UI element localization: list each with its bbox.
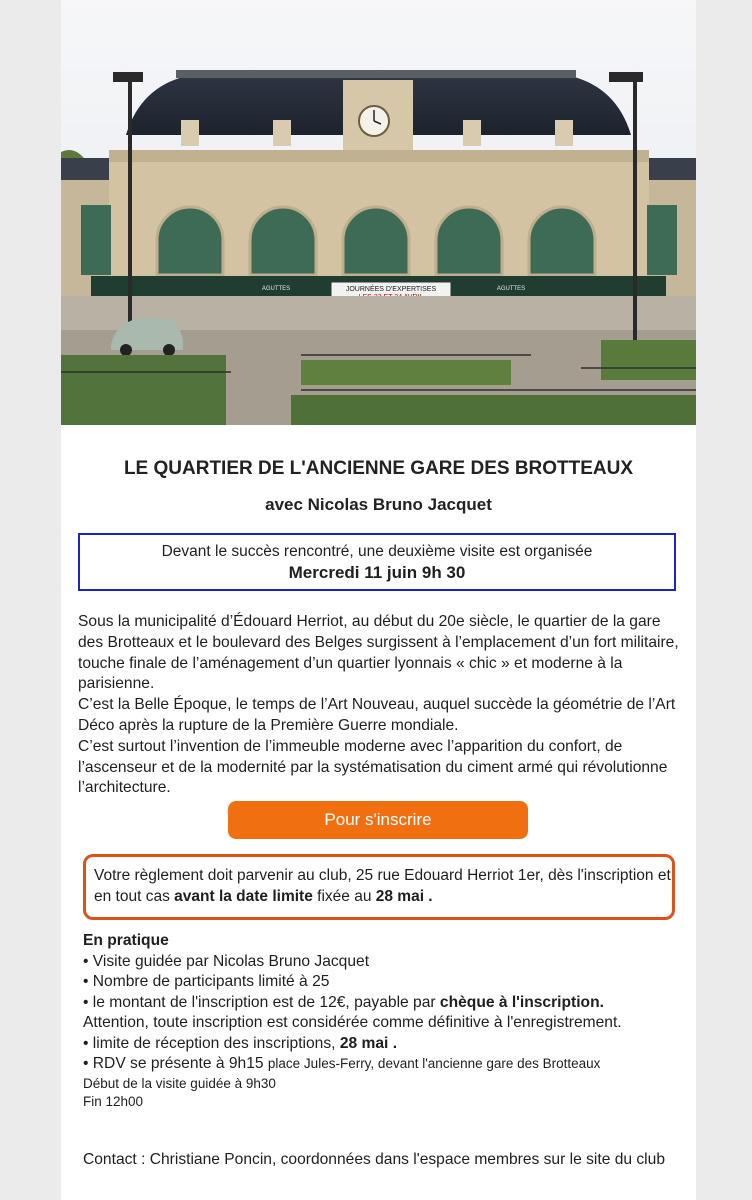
price-note: Attention, toute inscription est considérée comme définitive à l'enregistrement. [83,1014,622,1031]
notice-text: Devant le succès rencontré, une deuxième visite est organisée [161,543,593,560]
practical-item-meeting [83,1054,678,1075]
payment-notice [83,854,675,920]
sign-right: AGUTTES [496,286,526,292]
payment-text-2: fixée au [312,888,376,905]
price-payment-method: chèque à l'inscription. [439,993,604,1011]
contact-info: Contact : Christiane Poncin, coordonnées dans l'espace membres sur le site du club [83,1151,665,1168]
practical-item-deadline [83,1034,678,1055]
email-page [61,0,696,1200]
practical-item-guide: • Visite guidée par Nicolas Bruno Jacquet [83,952,370,970]
second-visit-notice [78,533,676,591]
banner-line-1: JOURNÉES D'EXPERTISES [345,286,437,293]
register-button[interactable]: Pour s'inscrire [228,801,528,839]
payment-deadline-date: 28 mai . [375,888,433,905]
hero-photo [61,0,696,425]
sign-left: AGUTTES [261,286,291,292]
practical-heading: En pratique [83,932,169,949]
payment-text-1: Votre règlement doit parvenir au club, 25 rue Edouard Herriot 1er, dès l'inscription et en tout cas [94,867,671,905]
practical-item-price [83,993,678,1014]
price-text: • le montant de l'inscription est de 12€, payable par [83,993,440,1011]
notice-date: Mercredi 11 juin 9h 30 [288,563,466,582]
station-photo [61,0,696,425]
deadline-text: • limite de réception des inscriptions, [83,1034,340,1052]
visit-end: Fin 12h00 [83,1093,144,1109]
payment-deadline-label: avant la date limite [174,888,313,905]
practical-info [83,931,678,1111]
description-paragraph-2: C’est la Belle Époque, le temps de l’Art Nouveau, auquel succède la géométrie de l’Art Déco après la rupture de la Première Guerre mondiale. [78,696,676,734]
deadline-date: 28 mai . [339,1034,398,1052]
guide-subtitle: avec Nicolas Bruno Jacquet [265,495,492,514]
description-paragraph-3: C’est surtout l’invention de l’immeuble moderne avec l’apparition du confort, de l’ascenseur et de la modernité par la systématisation du ciment armé qui révolutionne l’architecture. [78,737,668,797]
description-paragraph-1: Sous la municipalité d’Édouard Herriot, au début du 20e siècle, le quartier de la gare des Brotteaux et le boulevard des Belges surgissent à l’emplacement d’un fort militaire, touche finale de l’aménagement d’un quartier lyonnais « chic » et moderne à la parisienne. [78,613,679,693]
meeting-time: • RDV se présente à 9h15 [83,1055,268,1072]
meeting-place: place Jules-Ferry, devant l'ancienne gare des Brotteaux [267,1056,601,1071]
page-title: LE QUARTIER DE L'ANCIENNE GARE DES BROTTEAUX [123,458,634,479]
practical-item-participants: • Nombre de participants limité à 25 [83,973,330,990]
visit-start: Début de la visite guidée à 9h30 [83,1075,276,1091]
description [78,612,680,799]
